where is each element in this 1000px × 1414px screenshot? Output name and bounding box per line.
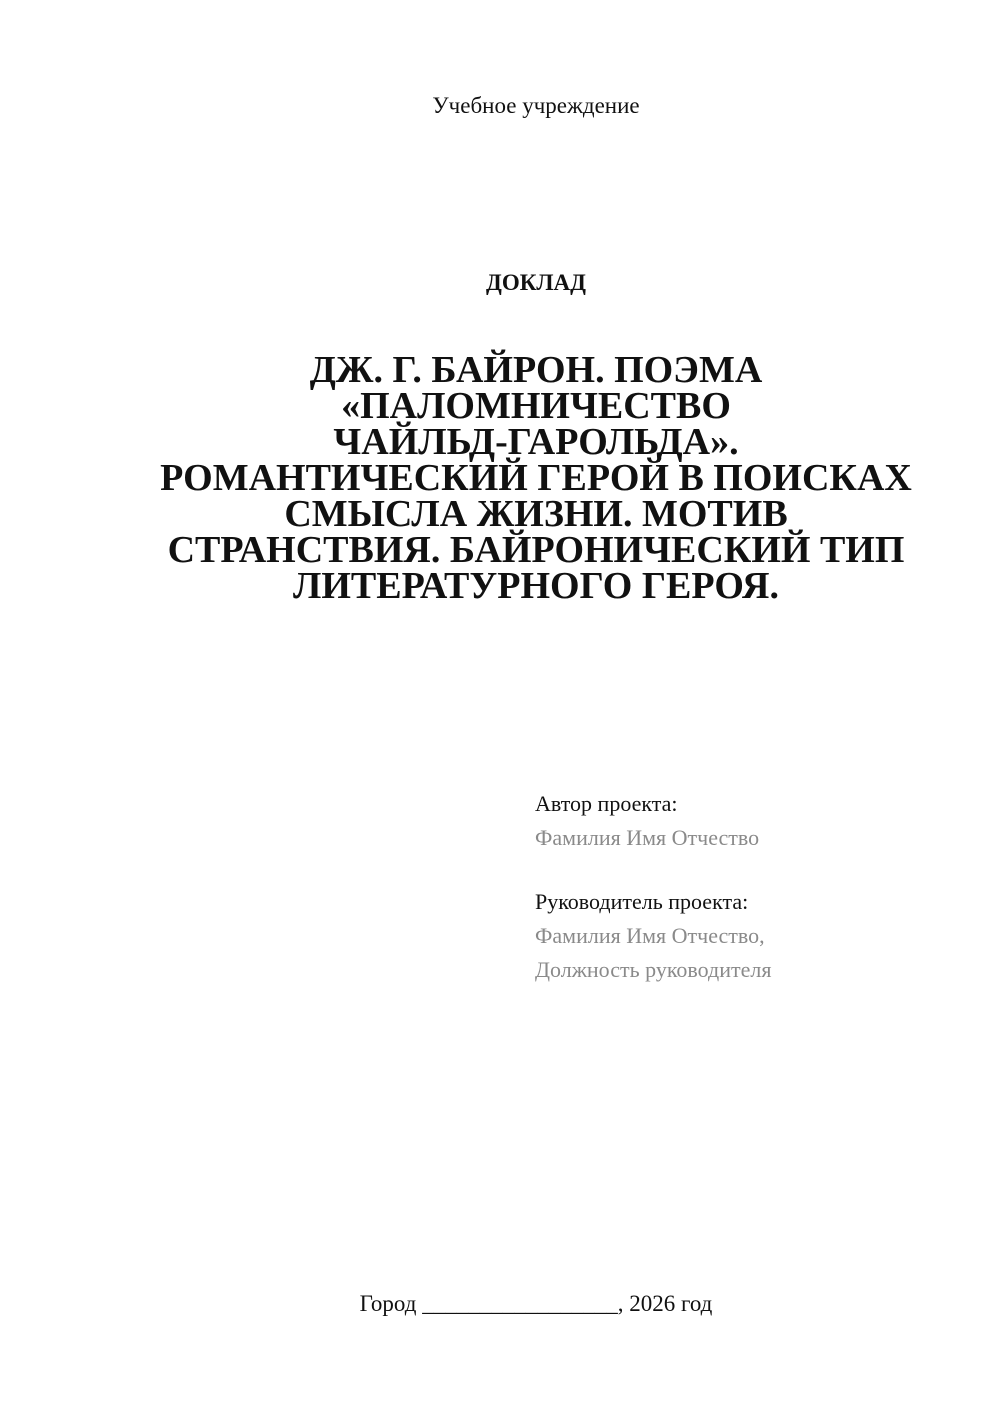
title-line: ДЖ. Г. БАЙРОН. ПОЭМА	[309, 349, 763, 391]
author-name: Фамилия Имя Отчество	[535, 825, 760, 850]
spacer	[535, 855, 975, 885]
document-type: ДОКЛАД	[486, 270, 586, 295]
title-line: СМЫСЛА ЖИЗНИ. МОТИВ	[284, 493, 788, 535]
title-line: ЧАЙЛЬД-ГАРОЛЬДА».	[333, 421, 739, 463]
city-year-footer: Город _________________, 2026 год	[359, 1291, 713, 1316]
supervisor-label: Руководитель проекта:	[535, 889, 749, 914]
supervisor-name: Фамилия Имя Отчество,	[535, 923, 765, 948]
project-people-block	[535, 787, 975, 987]
title-line: «ПАЛОМНИЧЕСТВО	[341, 385, 731, 427]
title-line: СТРАНСТВИЯ. БАЙРОНИЧЕСКИЙ ТИП	[167, 529, 905, 571]
author-label: Автор проекта:	[535, 791, 678, 816]
institution-name: Учебное учреждение	[432, 93, 640, 118]
title-line: ЛИТЕРАТУРНОГО ГЕРОЯ.	[293, 565, 779, 607]
title-line: РОМАНТИЧЕСКИЙ ГЕРОЙ В ПОИСКАХ	[160, 457, 912, 499]
document-title	[150, 349, 922, 607]
supervisor-position: Должность руководителя	[535, 957, 772, 982]
